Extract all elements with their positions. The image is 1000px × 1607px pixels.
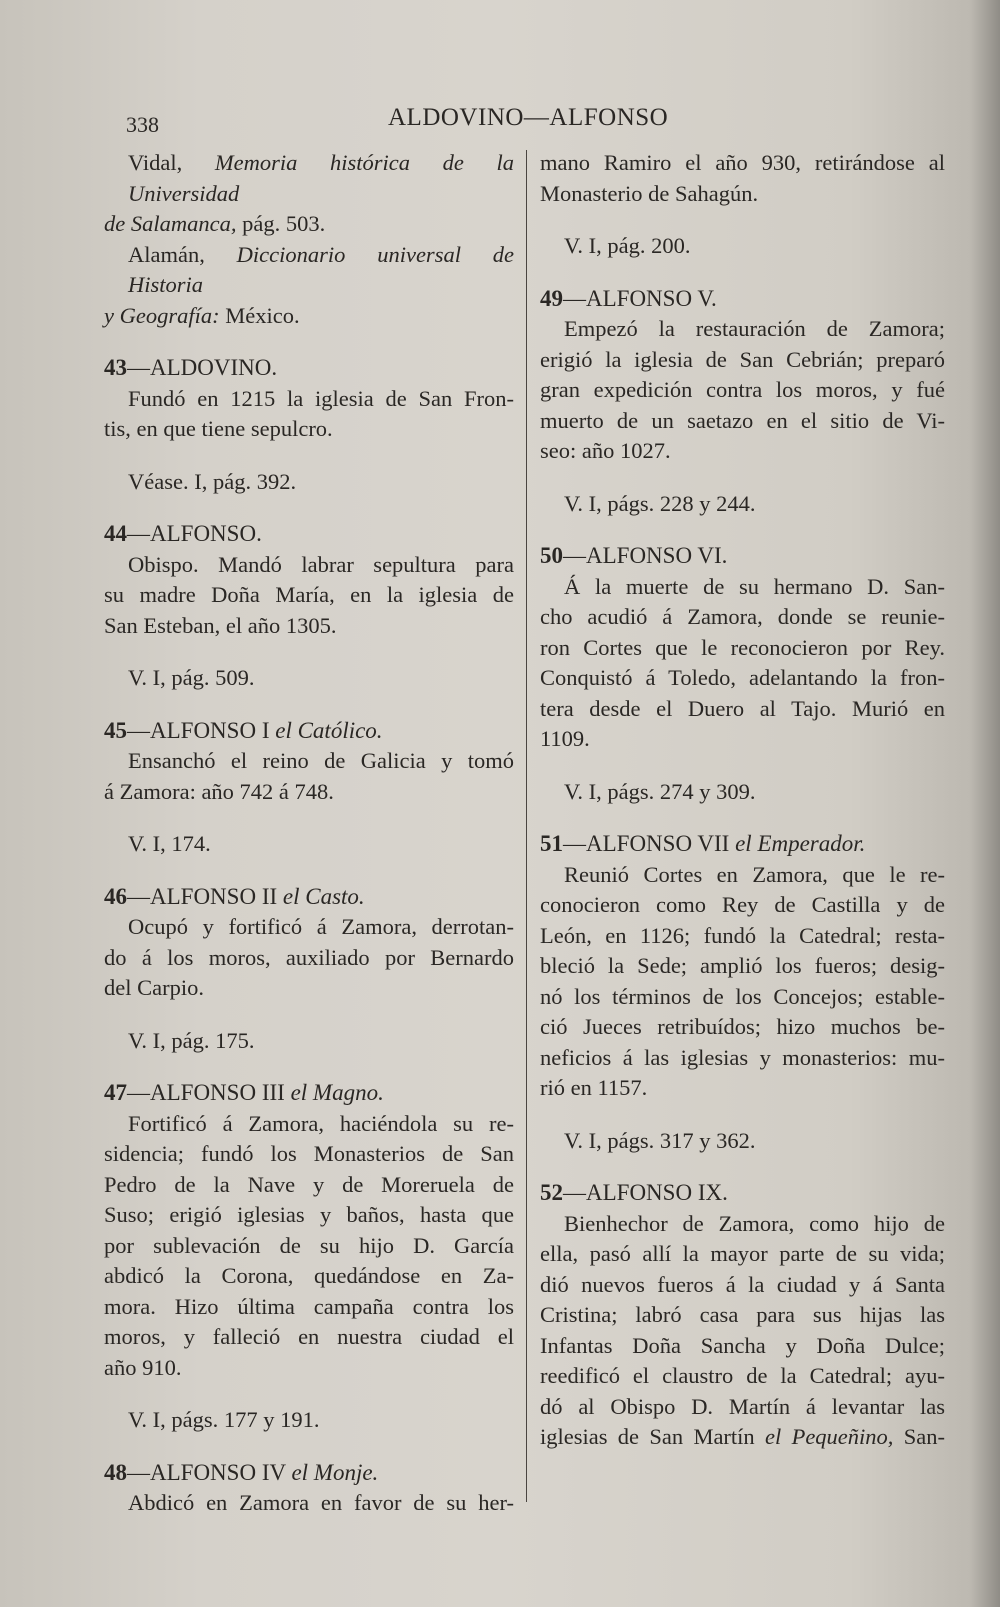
entry-44 xyxy=(104,519,514,694)
entry-52 xyxy=(540,1178,945,1453)
entry-heading: 46—ALFONSO II el Casto. xyxy=(104,883,365,909)
entry-line: Ensanchó el reino de Galicia y tomó xyxy=(128,748,514,773)
entry-line: do á los moros, auxiliado por Bernardo xyxy=(104,944,514,970)
entry-line: Empezó la restauración de Zamora; xyxy=(564,316,945,341)
entry-line: moros, y falleció en nuestra ciudad el xyxy=(104,1324,514,1349)
page-number: 338 xyxy=(126,112,159,137)
entry-line: Cristina; labró casa para sus hijas las xyxy=(540,1302,945,1327)
entry-line: dó al Obispo D. Martín á levantar las xyxy=(540,1393,945,1419)
entry-reference: V. I, 174. xyxy=(128,831,211,856)
intro-line: de Salamanca, pág. 503. xyxy=(104,211,326,236)
entry-heading: 48—ALFONSO IV el Monje. xyxy=(104,1459,379,1485)
entry-reference: V. I, págs. 177 y 191. xyxy=(128,1407,320,1432)
entry-line: del Carpio. xyxy=(104,975,204,1000)
entry-51 xyxy=(540,829,945,1156)
entry-line: mano Ramiro el año 930, retirándose al xyxy=(540,150,945,175)
entry-line: Pedro de la Nave y de Moreruela de xyxy=(104,1171,514,1197)
entry-heading: 47—ALFONSO III el Magno. xyxy=(104,1080,384,1105)
entry-line: bleció la Sede; amplió los fueros; desig- xyxy=(540,953,945,978)
entry-heading: 52—ALFONSO IX. xyxy=(540,1180,728,1205)
entry-48-continuation xyxy=(540,148,945,262)
entry-line: mora. Hizo última campaña contra los xyxy=(104,1293,514,1319)
entry-line: ció Jueces retribuídos; hizo muchos be- xyxy=(540,1014,945,1039)
left-column xyxy=(104,148,514,1519)
entry-reference: V. I, págs. 274 y 309. xyxy=(564,778,756,804)
entry-line: tera desde el Duero al Tajo. Murió en xyxy=(540,695,945,721)
entry-line: Bienhechor de Zamora, como hijo de xyxy=(564,1210,945,1236)
entry-line: Suso; erigió iglesias y baños, hasta que xyxy=(104,1202,514,1227)
entry-line: rió en 1157. xyxy=(540,1075,648,1100)
entry-line: cho acudió á Zamora, donde se reunie- xyxy=(540,604,945,629)
entry-line: gran expedición contra los moros, y fué xyxy=(540,377,945,402)
entry-line: Ocupó y fortificó á Zamora, derrotan- xyxy=(128,914,514,939)
entry-line: León, en 1126; fundó la Catedral; resta- xyxy=(540,922,945,948)
entry-line: conocieron como Rey de Castilla y de xyxy=(540,892,945,917)
entry-line: tis, en que tiene sepulcro. xyxy=(104,416,333,441)
entry-line: Infantas Doña Sancha y Doña Dulce; xyxy=(540,1332,945,1358)
entry-line: Abdicó en Zamora en favor de su her- xyxy=(128,1490,514,1515)
entry-line: año 910. xyxy=(104,1354,182,1380)
entry-line: Fortificó á Zamora, haciéndola su re- xyxy=(128,1110,514,1136)
entry-48 xyxy=(104,1458,514,1519)
entry-heading: 44—ALFONSO. xyxy=(104,521,262,546)
column-divider xyxy=(526,150,527,1502)
intro-line: Vidal, Memoria histórica de la Universidad xyxy=(128,150,514,206)
entry-reference: Véase. I, pág. 392. xyxy=(128,468,297,494)
entry-line: erigió la iglesia de San Cebrián; preparó xyxy=(540,346,945,372)
entry-line: Monasterio de Sahagún. xyxy=(540,180,759,206)
intro-line: Alamán, Diccionario universal de Historia xyxy=(128,241,514,297)
entry-reference: V. I, pág. 175. xyxy=(128,1027,255,1053)
entry-line: por sublevación de su hijo D. García xyxy=(104,1232,514,1258)
entry-line: Á la muerte de su hermano D. San- xyxy=(564,573,945,599)
entry-line: su madre Doña María, en la iglesia de xyxy=(104,582,514,607)
entry-reference: V. I, pág. 509. xyxy=(128,665,255,690)
entry-46 xyxy=(104,882,514,1057)
entry-line: Conquistó á Toledo, adelantando la fron- xyxy=(540,665,945,690)
entry-heading: 43—ALDOVINO. xyxy=(104,355,278,380)
entry-line: nó los términos de los Concejos; estable- xyxy=(540,983,945,1009)
entry-50 xyxy=(540,541,945,807)
entry-heading: 45—ALFONSO I el Católico. xyxy=(104,717,383,743)
entry-line: iglesias de San Martín el Pequeñino, San- xyxy=(540,1424,945,1449)
entry-heading: 50—ALFONSO VI. xyxy=(540,543,728,568)
entry-47 xyxy=(104,1078,514,1436)
entry-line: dió nuevos fueros á la ciudad y á Santa xyxy=(540,1271,945,1297)
entry-line: San Esteban, el año 1305. xyxy=(104,612,337,638)
entry-line: á Zamora: año 742 á 748. xyxy=(104,778,334,804)
entry-43 xyxy=(104,353,514,497)
entry-line: Obispo. Mandó labrar sepultura para xyxy=(128,551,514,577)
entry-reference: V. I, págs. 228 y 244. xyxy=(564,490,756,516)
entry-line: neficios á las iglesias y monasterios: mu- xyxy=(540,1044,945,1070)
right-column xyxy=(540,148,945,1453)
entry-reference: V. I, págs. 317 y 362. xyxy=(564,1127,756,1153)
entry-line: sidencia; fundó los Monasterios de San xyxy=(104,1141,514,1166)
entry-45 xyxy=(104,716,514,860)
entry-line: ron Cortes que le reconocieron por Rey. xyxy=(540,634,945,660)
entry-line: 1109. xyxy=(540,726,590,751)
entry-reference: V. I, pág. 200. xyxy=(564,233,691,258)
bibliography-intro xyxy=(104,148,514,331)
entry-line: muerto de un saetazo en el sitio de Vi- xyxy=(540,407,945,433)
running-title: ALDOVINO—ALFONSO xyxy=(388,104,669,131)
entry-line: abdicó la Corona, quedándose en Za- xyxy=(104,1263,514,1288)
entry-heading: 51—ALFONSO VII el Emperador. xyxy=(540,831,866,856)
entry-line: Fundó en 1215 la iglesia de San Fron- xyxy=(128,385,514,411)
entry-line: Reunió Cortes en Zamora, que le re- xyxy=(564,861,945,887)
entry-heading: 49—ALFONSO V. xyxy=(540,285,717,311)
entry-line: ella, pasó allí la mayor parte de su vida; xyxy=(540,1241,945,1266)
entry-49 xyxy=(540,284,945,520)
entry-line: seo: año 1027. xyxy=(540,438,671,463)
intro-line: y Geografía: México. xyxy=(104,302,300,328)
entry-line: reedificó el claustro de la Catedral; ayu- xyxy=(540,1363,945,1388)
